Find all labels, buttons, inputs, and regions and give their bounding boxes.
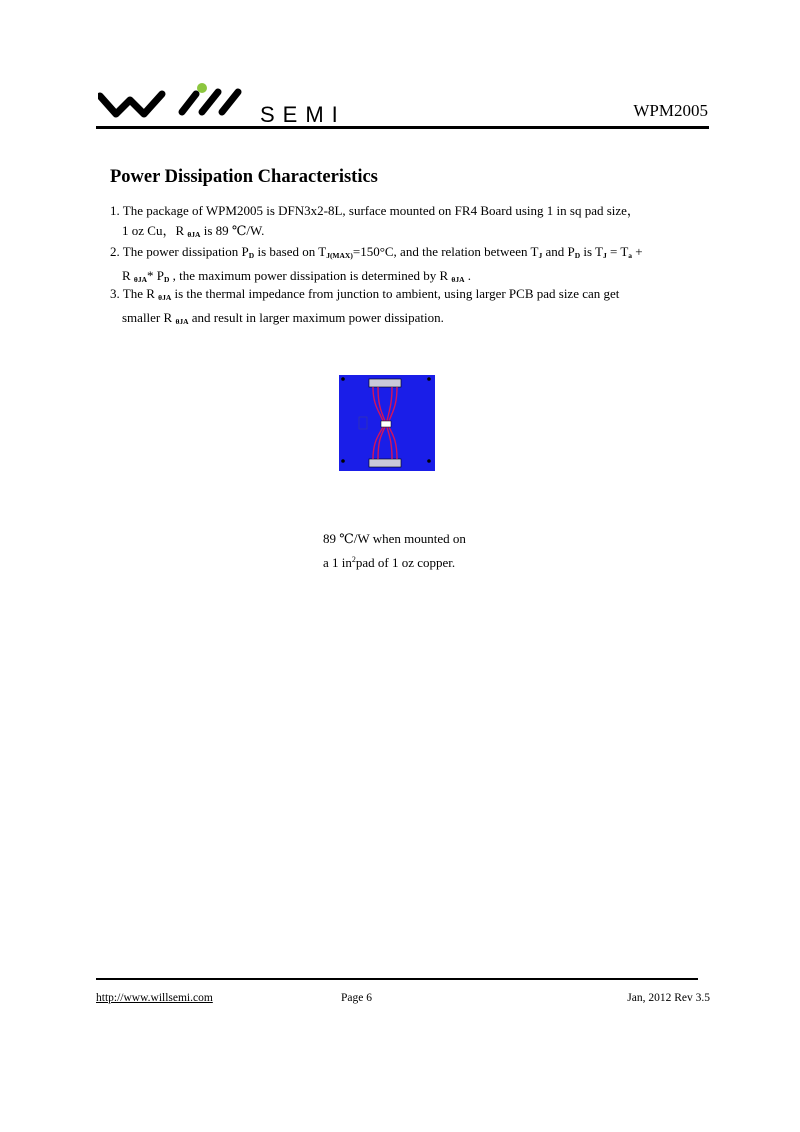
item-3-line-2: smaller R $_{\theta JA}$ and result in larger maximum power dissipation.	[122, 310, 444, 326]
item-2-line-1: 2. The power dissipation $P_D$ is based on $T_{J(MAX)}=150^\circ C$, and the relation between $T_J$ and $P_D$ is $T_J = T_a$ +	[110, 244, 643, 260]
part-number: WPM2005	[633, 101, 708, 120]
list-item-2	[110, 242, 643, 290]
logo-text: SEMI	[260, 102, 346, 126]
page-number: Page 6	[341, 992, 372, 1004]
figure-caption	[323, 528, 466, 573]
willsemi-logo	[98, 82, 368, 126]
list-item-3	[110, 284, 619, 332]
list-item-1	[110, 201, 640, 245]
caption-line-1: 89 ℃/W when mounted on	[323, 531, 466, 546]
website-link[interactable]: http://www.willsemi.com	[96, 992, 213, 1004]
item-3-line-1: 3. The R $_{\theta JA}$ is the thermal impedance from junction to ambient, using larger PCB pad size can get	[110, 286, 620, 302]
item-2-line-2: R $_{\theta JA}$* $P_D$ , the maximum power dissipation is determined by R $_{\theta JA}$ .	[122, 268, 472, 284]
header-divider	[96, 126, 709, 129]
item-1-line-1: 1. The package of WPM2005 is DFN3x2-8L, surface mounted on FR4 Board using 1 in sq pad size，	[110, 203, 640, 218]
section-title: Power Dissipation Characteristics	[110, 167, 378, 187]
item-1-line-2: 1 oz Cu，R $_{\theta JA}$ is 89 ℃/W.	[122, 223, 265, 239]
caption-line-2: a 1 $in^2pad$ of 1 oz copper.	[323, 555, 456, 570]
revision-date: Jan, 2012 Rev 3.5	[627, 992, 710, 1004]
footer-divider	[96, 978, 698, 980]
pcb-pad-layout-image	[339, 375, 435, 471]
